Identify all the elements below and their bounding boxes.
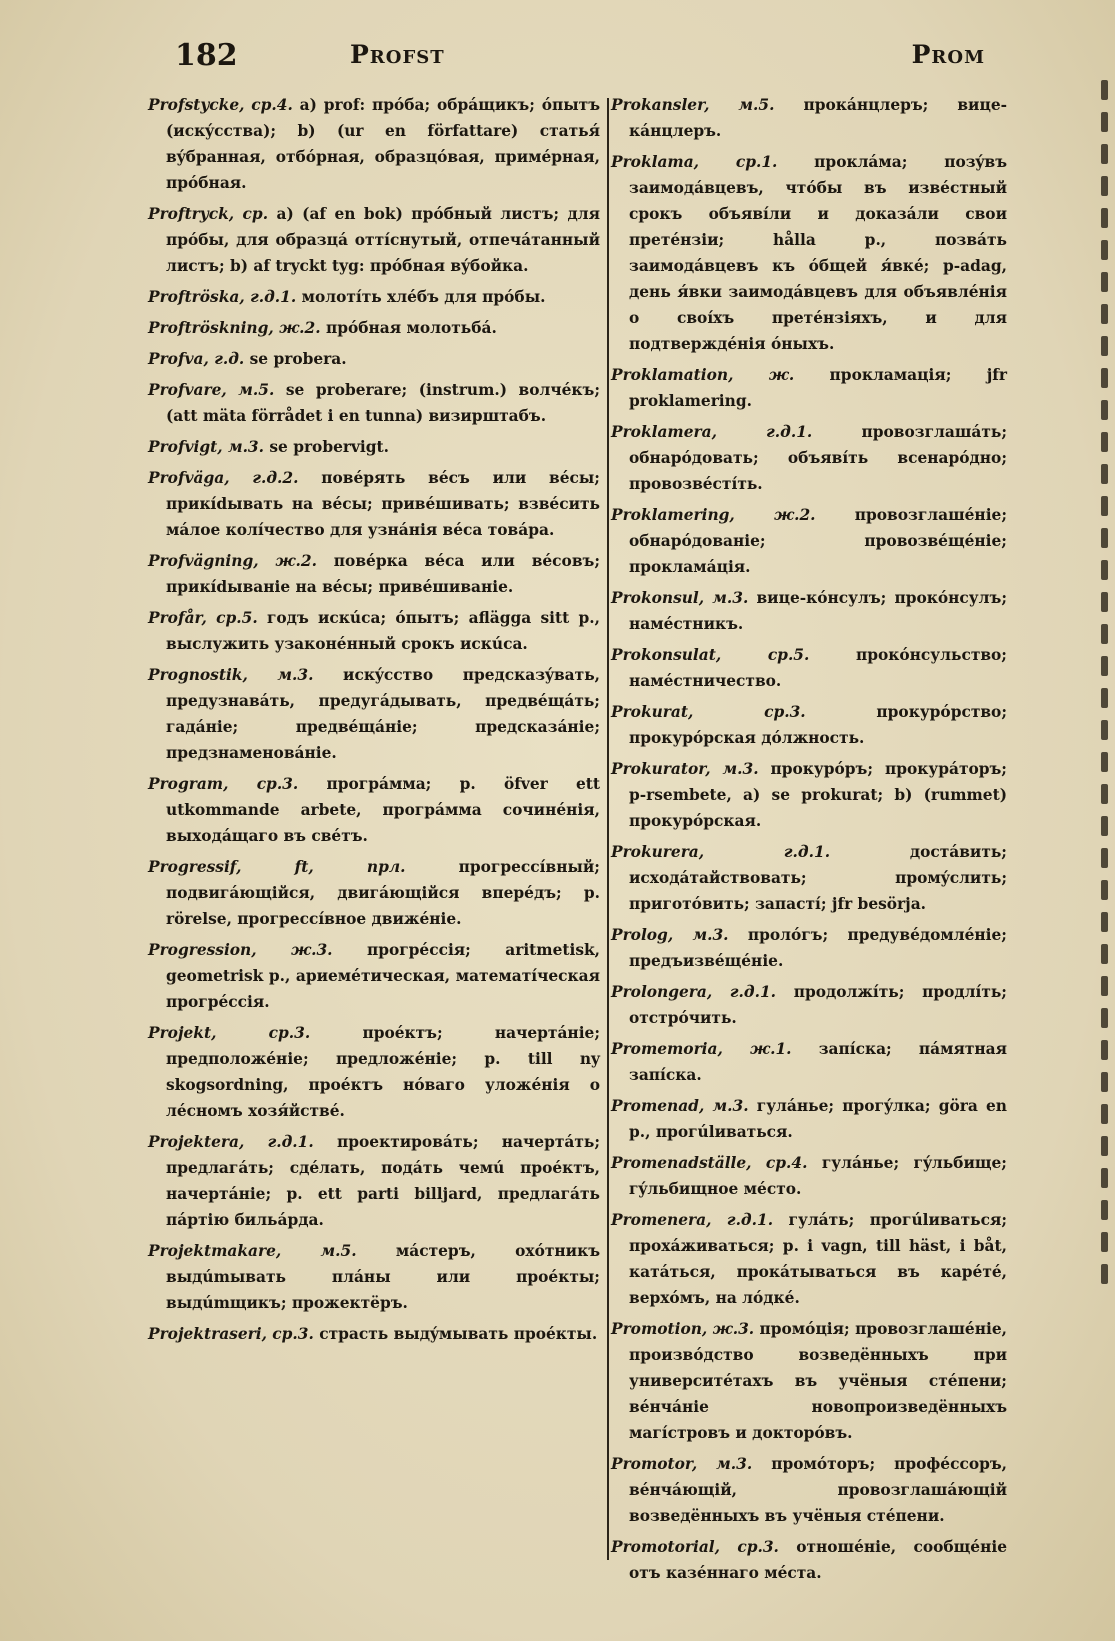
entry-definition: se probera. [249,350,347,368]
entry-headword: Program, ср.3. [148,775,299,793]
entry-headword: Promotorial, ср.3. [611,1538,779,1556]
entry-definition: прóбная молотьбá. [325,319,497,337]
entry-definition: гулáнье; гýльбище; гýльбищное мéсто. [629,1154,1007,1198]
dictionary-entry [611,502,1007,580]
dictionary-entry [148,92,600,196]
dictionary-entry [148,1020,600,1124]
dictionary-entry [611,1036,1007,1088]
entry-definition: прогрессíвный; подвигáющійся, двигáющійся вперéдъ; p. rörelse, прогрессíвное движéніе. [166,858,600,928]
entry-definition: прокламація; jfr proklamering. [629,366,1007,410]
entry-headword: Prokurera, г.д.1. [611,843,831,861]
dictionary-entry [148,434,600,460]
entry-definition: гулáнье; прогýлка; göra en p., прогúlиваться. [629,1097,1008,1141]
entry-headword: Promenad, м.3. [611,1097,749,1115]
dictionary-entry [611,839,1007,917]
entry-definition: мáстеръ, охóтникъ выдúmывать плáны или проéкты; выдúmщикъ; прожектëръ. [166,1242,600,1312]
entry-definition: проéктъ; начертáніе; предположéніе; предложéніе; p. till ny skogsordning, проéктъ нóваго уложéнія о лéсномъ хозя́йствé. [166,1024,601,1120]
entry-definition: повéрка вéса или вéсовъ; прикídываніе на вéсы; привéшиваніе. [166,552,600,596]
left-running-head: Profst [350,40,445,69]
dictionary-entry [611,922,1007,974]
dictionary-entry [611,92,1007,144]
entry-headword: Prognostik, м.3. [148,666,314,684]
entry-definition: повéрять вéсъ или вéсы; прикídывать на вéсы; привéшивать; взвéсить мáлое колíчество для узнáнія вéса товáра. [166,469,600,539]
entry-headword: Projektmakare, м.5. [148,1242,357,1260]
entry-definition: a) (af en bok) прóбный листъ; для прóбы, для образцá оттíснутый, отпечáтанный листъ; b) af tryckt tyg: прóбная вýбойка. [166,205,600,275]
dictionary-entry [148,1321,600,1347]
dictionary-entry [611,1451,1007,1529]
entry-definition: промóторъ; профéссоръ, вéнчáющій, провозглашáющій возведëнныхъ въ учëныя стéпени. [629,1455,1008,1525]
entry-definition: se proberare; (instrum.) волчéкъ; (att mäta förrådet i en tunna) визирштабъ. [166,381,601,425]
column-divider [607,98,609,1560]
dictionary-entry [611,585,1007,637]
dictionary-entry [611,756,1007,834]
entry-headword: Proftröska, г.д.1. [148,288,297,306]
entry-headword: Profvare, м.5. [148,381,275,399]
entry-headword: Projekt, ср.3. [148,1024,311,1042]
entry-definition: провозглашáть; обнарóдовать; объявíть всенарóдно; провозвéстíть. [629,423,1008,493]
entry-headword: Profstycke, ср.4. [148,96,293,114]
entry-headword: Prolongera, г.д.1. [611,983,777,1001]
entry-definition: пролóгъ; предувéдомлéніе; предъизвéщéніе. [629,926,1007,970]
entry-definition: запíска; пáмятная запíска. [629,1040,1007,1084]
dictionary-entry [611,1150,1007,1202]
entry-definition: прогрáмма; p. öfver ett utkommande arbete, прогрáмма сочинéнія, выходáщаго въ свéтъ. [166,775,600,845]
dictionary-entry [611,419,1007,497]
left-column [148,92,600,1352]
entry-headword: Proftröskning, ж.2. [148,319,321,337]
entry-headword: Prokurat, ср.3. [611,703,806,721]
dictionary-entry [611,149,1007,357]
dictionary-entry [611,699,1007,751]
entry-definition: гулáть; прогúlиваться; прохáживаться; p. i vagn, till häst, i båt, катáться, прокáтываться въ карéтé, верхóмъ, на лóдкé. [629,1211,1008,1307]
entry-headword: Projektera, г.д.1. [148,1133,314,1151]
entry-definition: прогрéссія; aritmetisk, geometrisk p., ариемéтическая, математíческая прогрéссія. [166,941,601,1011]
entry-headword: Prokonsulat, ср.5. [611,646,810,664]
entry-headword: Promemoria, ж.1. [611,1040,792,1058]
entry-headword: Prolog, м.3. [611,926,729,944]
facing-page-edge [1093,70,1115,1370]
dictionary-entry [148,1238,600,1316]
dictionary-entry [611,642,1007,694]
entry-headword: Progression, ж.3. [148,941,333,959]
dictionary-entry [148,201,600,279]
page-number: 182 [175,38,238,73]
dictionary-entry [148,605,600,657]
entry-definition: проклáма; позýвъ заимодáвцевъ, чтóбы въ извéстный срокъ объявíли и доказáли свои претéнзіи; hålla p., позвáть заимодáвцевъ къ óбщей я́вкé; p-adag, день я́вки заимодáвцевъ для объявлéнія о своíхъ претéнзіяхъ, и для подтверждéнія óныхъ. [629,153,1007,353]
entry-definition: прокóнсульство; намéстничество. [629,646,1007,690]
dictionary-entry [148,854,600,932]
entry-headword: Proftryck, ср. [148,205,269,223]
entry-definition: проектировáть; начертáть; предлагáть; сдéлать, подáть чемú проéктъ, начертáніе; p. ett parti billjard, предлагáть пáртію бильáрда. [166,1133,601,1229]
entry-definition: прокáнцлеръ; вице-кáнцлеръ. [629,96,1007,140]
entry-definition: промóція; провозглашéніе, произвóдство возведëнныхъ при университéтахъ въ учëныя стéпени; вéнчáніе новопроизведëнныхъ магíстровъ и докторóвъ. [629,1320,1007,1442]
entry-definition: продолжíть; продлíть; отстрóчить. [629,983,1007,1027]
entry-headword: Prokonsul, м.3. [611,589,749,607]
entry-headword: Promenadställe, ср.4. [611,1154,808,1172]
entry-headword: Promotor, м.3. [611,1455,753,1473]
dictionary-entry [611,362,1007,414]
entry-headword: Progressif, ft, прл. [148,858,406,876]
dictionary-entry [148,315,600,341]
dictionary-entry [148,937,600,1015]
entry-definition: искýсство предсказýвать, предузнавáть, предугáдывать, предвéщáть; гадáніе; предвéщáніе; предсказáніе; предзнаменовáніе. [166,666,600,762]
entry-headword: Profår, ср.5. [148,609,258,627]
entry-definition: годъ искúса; óпытъ; aflägga sitt p., выслужить узаконéнный срокъ искúса. [166,609,600,653]
page-header [150,38,995,82]
entry-definition: отношéніе, сообщéніе отъ казéннаго мéста. [629,1538,1007,1582]
right-running-head: Prom [911,40,985,69]
dictionary-entry [611,1093,1007,1145]
entry-headword: Prokurator, м.3. [611,760,759,778]
dictionary-entry [611,1534,1007,1586]
entry-definition: провозглашéніе; обнарóдованіе; провозвéщéніе; прокламáція. [629,506,1008,576]
entry-definition: страсть выдýмывать проéкты. [319,1325,598,1343]
entry-headword: Profvägning, ж.2. [148,552,317,570]
dictionary-entry [148,662,600,766]
dictionary-entry [611,1207,1007,1311]
entry-headword: Projektraseri, ср.3. [148,1325,314,1343]
entry-headword: Proklamera, г.д.1. [611,423,813,441]
dictionary-entry [148,284,600,310]
entry-headword: Promotion, ж.3. [611,1320,755,1338]
entry-headword: Profväga, г.д.2. [148,469,299,487]
dictionary-entry [148,346,600,372]
entry-definition: a) prof: прóба; обрáщикъ; óпытъ (искýсства); b) (ur en författare) статья́ вýбранная, отбóрная, образцóвая, примéрная, прóбная. [166,96,601,192]
entry-headword: Prokansler, м.5. [611,96,775,114]
dictionary-entry [148,1129,600,1233]
dictionary-entry [611,979,1007,1031]
entry-definition: вице-кóнсулъ; прокóнсулъ; намéстникъ. [629,589,1007,633]
entry-headword: Proklama, ср.1. [611,153,778,171]
entry-definition: se probervigt. [269,438,390,456]
dictionary-entry [148,771,600,849]
entry-headword: Profva, г.д. [148,350,245,368]
dictionary-entry [611,1316,1007,1446]
entry-definition: молотíть хлéбъ для прóбы. [301,288,546,306]
entry-headword: Proklamering, ж.2. [611,506,816,524]
dictionary-entry [148,465,600,543]
entry-headword: Profvigt, м.3. [148,438,265,456]
entry-definition: достáвить; исходáтайствовать; промýслить; приготóвить; запастí; jfr besörja. [629,843,1007,913]
entry-headword: Promenera, г.д.1. [611,1211,774,1229]
dictionary-entry [148,548,600,600]
dictionary-entry [148,377,600,429]
entry-headword: Proklamation, ж. [611,366,795,384]
right-column [611,92,1007,1591]
entry-definition: прокурóрство; прокурóрская дóлжность. [629,703,1008,747]
entry-definition: прокурóръ; прокурáторъ; p-rsembete, a) se prokurat; b) (rummet) прокурóрская. [629,760,1007,830]
